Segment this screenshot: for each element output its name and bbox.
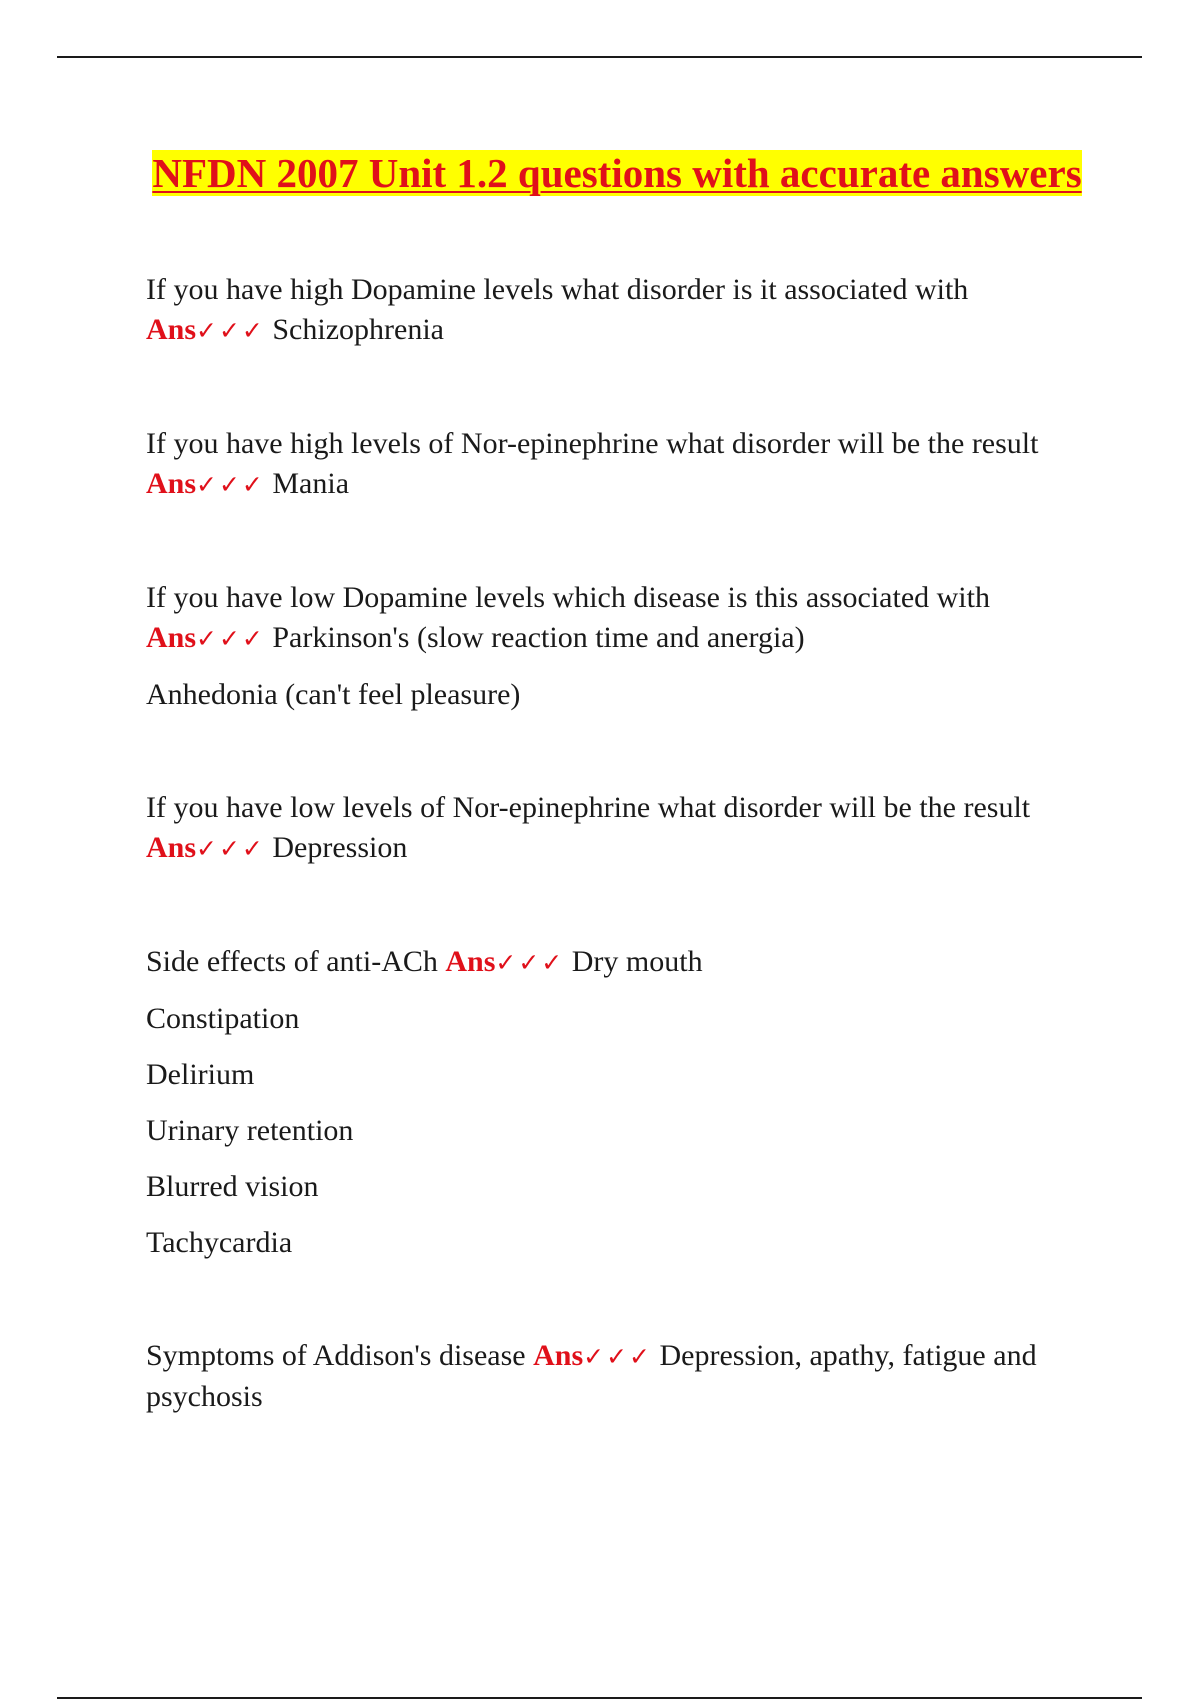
question-text: Symptoms of Addison's disease	[146, 1339, 526, 1372]
qa-item	[146, 424, 1076, 505]
answer-text: Mania	[272, 467, 350, 500]
answer-text: Depression	[272, 831, 408, 864]
check-marks-icon: ✓✓✓	[196, 316, 265, 345]
check-marks-icon: ✓✓✓	[196, 470, 265, 499]
answer-extra-line: Urinary retention	[146, 1114, 354, 1147]
answer-text: Dry mouth	[571, 945, 703, 978]
answer-label: Ans	[445, 945, 496, 978]
document-title: NFDN 2007 Unit 1.2 questions with accurate answers	[152, 150, 1082, 196]
question-text: If you have high levels of Nor-epinephrine what disorder will be the result	[146, 427, 1039, 460]
qa-line	[146, 1336, 1076, 1417]
check-marks-icon: ✓✓✓	[196, 624, 265, 653]
check-marks-icon: ✓✓✓	[583, 1342, 652, 1371]
answer-label: Ans	[146, 313, 197, 346]
qa-item	[146, 942, 1076, 1263]
qa-line	[146, 424, 1076, 505]
answer-label: Ans	[146, 467, 197, 500]
qa-item	[146, 270, 1076, 351]
answer-text: Schizophrenia	[272, 313, 444, 346]
qa-line	[146, 942, 1076, 983]
qa-list	[146, 270, 1076, 1417]
question-text: If you have high Dopamine levels what disorder is it associated with	[146, 273, 969, 306]
qa-item	[146, 788, 1076, 869]
answer-extra-line: Constipation	[146, 1002, 300, 1035]
qa-item	[146, 578, 1076, 715]
answer-text: Parkinson's (slow reaction time and anergia)	[272, 621, 805, 654]
answer-label: Ans	[146, 621, 197, 654]
question-text: If you have low Dopamine levels which disease is this associated with	[146, 581, 990, 614]
answer-extra-line: Anhedonia (can't feel pleasure)	[146, 678, 521, 711]
top-rule	[57, 56, 1142, 58]
answer-extra-line: Blurred vision	[146, 1170, 319, 1203]
qa-line	[146, 788, 1076, 869]
check-marks-icon: ✓✓✓	[196, 834, 265, 863]
answer-extra-line: Delirium	[146, 1058, 255, 1091]
answer-extra-line: Tachycardia	[146, 1226, 293, 1259]
bottom-rule	[57, 1697, 1142, 1699]
qa-item	[146, 1336, 1076, 1417]
question-text: If you have low levels of Nor-epinephrine what disorder will be the result	[146, 791, 1031, 824]
answer-label: Ans	[146, 831, 197, 864]
qa-line	[146, 578, 1076, 659]
check-marks-icon: ✓✓✓	[495, 948, 565, 977]
qa-line	[146, 270, 1076, 351]
answer-text: Depression, apathy, fatigue and psychosis	[146, 1339, 1037, 1413]
question-text: Side effects of anti-ACh	[146, 945, 438, 978]
answer-label: Ans	[533, 1339, 584, 1372]
